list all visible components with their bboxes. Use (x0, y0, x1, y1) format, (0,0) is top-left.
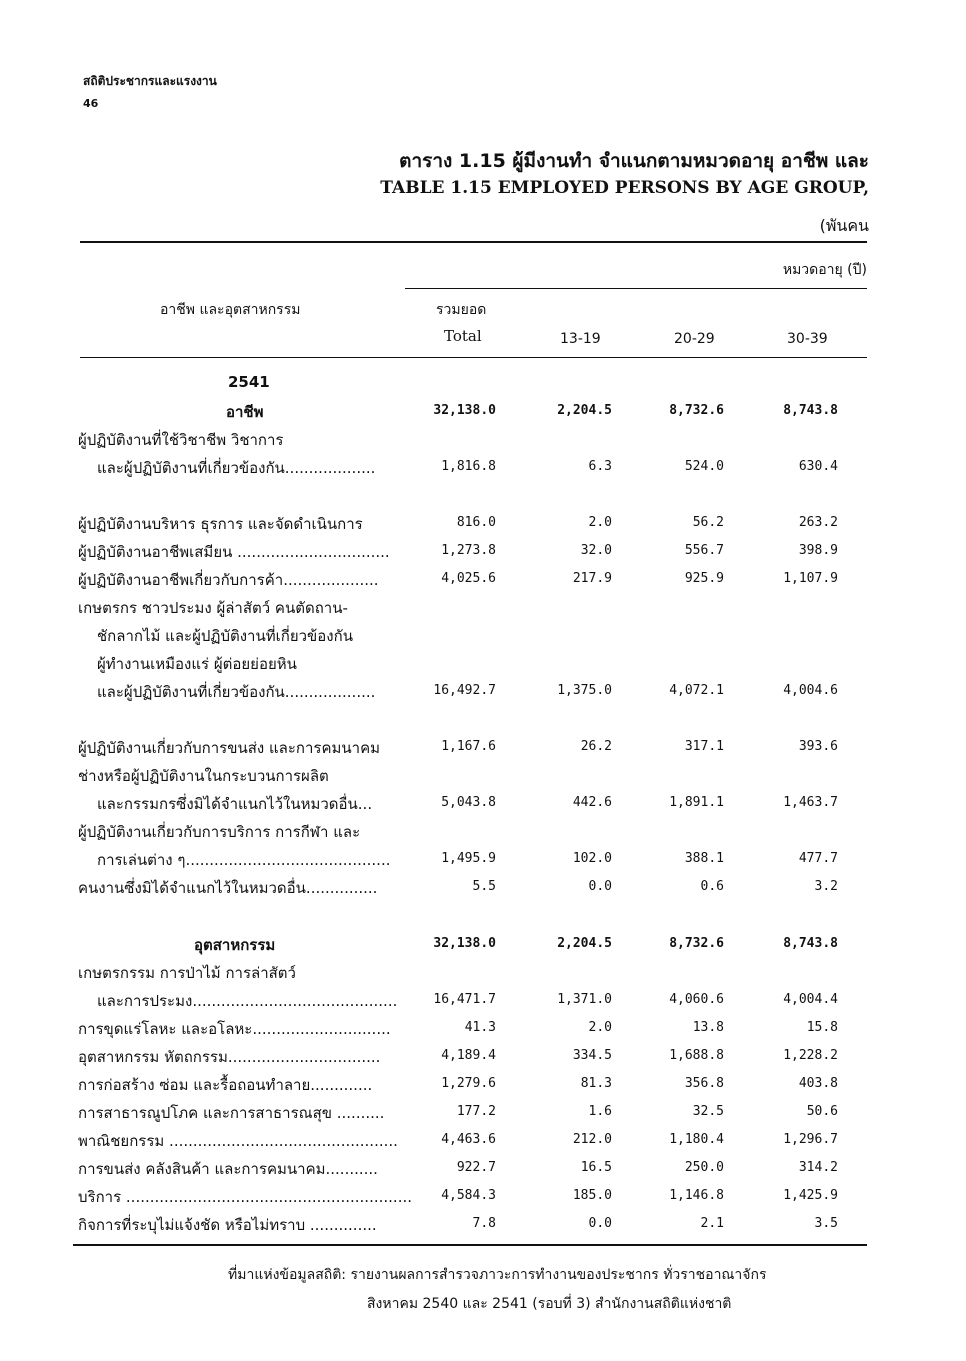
year-label: 2541 (228, 373, 270, 391)
occupation-row-8-col-1: 5.5 (472, 879, 496, 894)
age-13-19-header: 13-19 (560, 331, 601, 347)
occupation-total-col-2: 2,204.5 (557, 403, 612, 418)
age-20-29-header: 20-29 (674, 331, 715, 347)
industry-row-3-col-3: 356.8 (684, 1076, 724, 1091)
occupation-total-col-4: 8,743.8 (783, 403, 838, 418)
industry-row-7-col-4: 1,425.9 (783, 1188, 838, 1203)
occupation-row-4-col-2: 1,375.0 (557, 683, 612, 698)
occupation-row-4-col-4: 4,004.6 (783, 683, 838, 698)
occupation-row-6-col-1: 5,043.8 (441, 795, 496, 810)
occupation-row-6-label-0: ช่างหรือผู้ปฏิบัติงานในกระบวนการผลิต (78, 767, 329, 785)
occupation-row-0-col-3: 524.0 (684, 459, 724, 474)
industry-row-1-col-2: 2.0 (588, 1020, 612, 1035)
industry-row-0-label-0: เกษตรกรรม การป่าไม้ การล่าสัตว์ (78, 964, 296, 982)
age-group-header: หมวดอายุ (ปี) (782, 262, 867, 278)
industry-row-6-col-2: 16.5 (580, 1160, 612, 1175)
industry-row-4-label-0: การสาธารณูปโภค และการสาธารณสุข .......... (78, 1104, 385, 1122)
industry-row-1-col-4: 15.8 (806, 1020, 838, 1035)
industry-row-6-col-1: 922.7 (456, 1160, 496, 1175)
table-title-thai: ตาราง 1.15 ผู้มีงานทำ จำแนกตามหมวดอายุ อาชีพ และ (399, 150, 869, 172)
industry-row-4-col-4: 50.6 (806, 1104, 838, 1119)
industry-row-2-col-4: 1,228.2 (783, 1048, 838, 1063)
total-header-thai: รวมยอด (436, 302, 487, 318)
occupation-row-3-col-1: 4,025.6 (441, 571, 496, 586)
occupation-row-6-label-1: และกรรมกรซึ่งมิได้จำแนกไว้ในหมวดอื่น... (97, 795, 373, 813)
occupation-row-7-label-1: การเล่นต่าง ๆ........................................... (97, 851, 391, 869)
table-unit: (พันคน (819, 216, 869, 235)
occupation-row-8-col-2: 0.0 (588, 879, 612, 894)
industry-row-3-col-2: 81.3 (580, 1076, 612, 1091)
occupation-row-3-label-0: ผู้ปฏิบัติงานอาชีพเกี่ยวกับการค้า.................... (78, 571, 379, 589)
occupation-row-2-col-3: 556.7 (684, 543, 724, 558)
industry-row-4-col-3: 32.5 (692, 1104, 724, 1119)
occupation-row-5-col-1: 1,167.6 (441, 739, 496, 754)
industry-heading: อุตสาหกรรม (194, 936, 276, 954)
industry-row-8-col-4: 3.5 (814, 1216, 838, 1231)
occupation-row-0-col-4: 630.4 (798, 459, 838, 474)
industry-row-4-col-2: 1.6 (588, 1104, 612, 1119)
industry-row-8-col-1: 7.8 (472, 1216, 496, 1231)
industry-total-col-3: 8,732.6 (669, 936, 724, 951)
page-number: 46 (83, 97, 99, 110)
industry-row-5-col-1: 4,463.6 (441, 1132, 496, 1147)
occupation-row-6-col-4: 1,463.7 (783, 795, 838, 810)
occupation-row-7-col-2: 102.0 (572, 851, 612, 866)
occupation-row-8-label-0: คนงานซึ่งมิได้จำแนกไว้ในหมวดอื่น............... (78, 879, 378, 897)
occupation-total-col-1: 32,138.0 (433, 403, 496, 418)
occupation-heading: อาชีพ (226, 403, 264, 421)
occupation-row-1-col-2: 2.0 (588, 515, 612, 530)
occupation-row-1-col-4: 263.2 (798, 515, 838, 530)
occupation-row-8-col-3: 0.6 (700, 879, 724, 894)
occupation-row-0-col-1: 1,816.8 (441, 459, 496, 474)
occupation-row-6-col-3: 1,891.1 (669, 795, 724, 810)
industry-total-col-4: 8,743.8 (783, 936, 838, 951)
industry-row-3-col-4: 403.8 (798, 1076, 838, 1091)
table-top-rule (80, 241, 867, 243)
industry-row-0-col-4: 4,004.4 (783, 992, 838, 1007)
total-header-english: Total (444, 327, 482, 345)
industry-row-8-col-3: 2.1 (700, 1216, 724, 1231)
occupation-row-2-col-2: 32.0 (580, 543, 612, 558)
occupation-row-5-label-0: ผู้ปฏิบัติงานเกี่ยวกับการขนส่ง และการคมนาคม (78, 739, 380, 757)
industry-row-0-col-2: 1,371.0 (557, 992, 612, 1007)
industry-row-2-label-0: อุตสาหกรรม หัตถกรรม................................ (78, 1048, 381, 1066)
row-header: อาชีพ และอุตสาหกรรม (160, 302, 301, 318)
industry-row-7-label-0: บริการ ............................................................ (78, 1188, 412, 1206)
industry-row-1-label-0: การขุดแร่โลหะ และอโลหะ............................. (78, 1020, 391, 1038)
table-title-english: TABLE 1.15 EMPLOYED PERSONS BY AGE GROUP, (380, 178, 869, 198)
industry-row-1-col-1: 41.3 (464, 1020, 496, 1035)
occupation-row-5-col-2: 26.2 (580, 739, 612, 754)
occupation-row-2-label-0: ผู้ปฏิบัติงานอาชีพเสมียน ................................ (78, 543, 390, 561)
industry-row-1-col-3: 13.8 (692, 1020, 724, 1035)
occupation-row-1-col-1: 816.0 (456, 515, 496, 530)
occupation-row-7-col-4: 477.7 (798, 851, 838, 866)
industry-row-7-col-3: 1,146.8 (669, 1188, 724, 1203)
occupation-row-8-col-4: 3.2 (814, 879, 838, 894)
occupation-row-0-label-0: ผู้ปฏิบัติงานที่ใช้วิชาชีพ วิชาการ (78, 431, 284, 449)
industry-row-6-col-4: 314.2 (798, 1160, 838, 1175)
occupation-row-4-col-3: 4,072.1 (669, 683, 724, 698)
industry-row-3-col-1: 1,279.6 (441, 1076, 496, 1091)
occupation-total-col-3: 8,732.6 (669, 403, 724, 418)
industry-row-0-col-1: 16,471.7 (433, 992, 496, 1007)
occupation-row-4-col-1: 16,492.7 (433, 683, 496, 698)
occupation-row-6-col-2: 442.6 (572, 795, 612, 810)
occupation-row-7-label-0: ผู้ปฏิบัติงานเกี่ยวกับการบริการ การกีฬา และ (78, 823, 361, 841)
industry-total-col-1: 32,138.0 (433, 936, 496, 951)
occupation-row-3-col-2: 217.9 (572, 571, 612, 586)
industry-row-6-label-0: การขนส่ง คลังสินค้า และการคมนาคม........... (78, 1160, 378, 1178)
industry-row-8-label-0: กิจการที่ระบุไม่แจ้งชัด หรือไม่ทราบ .............. (78, 1216, 377, 1234)
occupation-row-1-col-3: 56.2 (692, 515, 724, 530)
occupation-row-3-col-3: 925.9 (684, 571, 724, 586)
industry-row-7-col-2: 185.0 (572, 1188, 612, 1203)
industry-row-5-col-3: 1,180.4 (669, 1132, 724, 1147)
occupation-row-1-label-0: ผู้ปฏิบัติงานบริหาร ธุรการ และจัดดำเนินการ (78, 515, 363, 533)
industry-row-2-col-2: 334.5 (572, 1048, 612, 1063)
occupation-row-4-label-0: เกษตรกร ชาวประมง ผู้ล่าสัตว์ คนตัดถาน- (78, 599, 348, 617)
header-bottom-rule (80, 357, 867, 358)
source-line-1: ที่มาแห่งข้อมูลสถิติ: รายงานผลการสำรวจภาวะการทำงานของประชากร ทั่วราชอาณาจักร (228, 1267, 767, 1283)
running-title: สถิติประชากรและแรงงาน (83, 74, 217, 88)
occupation-row-4-label-3: และผู้ปฏิบัติงานที่เกี่ยวข้องกัน................... (97, 683, 376, 701)
industry-row-6-col-3: 250.0 (684, 1160, 724, 1175)
table-bottom-rule (73, 1244, 867, 1246)
occupation-row-7-col-3: 388.1 (684, 851, 724, 866)
industry-row-4-col-1: 177.2 (456, 1104, 496, 1119)
age-group-rule (405, 288, 867, 289)
industry-row-0-col-3: 4,060.6 (669, 992, 724, 1007)
industry-row-5-col-4: 1,296.7 (783, 1132, 838, 1147)
industry-row-2-col-1: 4,189.4 (441, 1048, 496, 1063)
occupation-row-4-label-1: ชักลากไม้ และผู้ปฏิบัติงานที่เกี่ยวข้องกัน (97, 627, 353, 645)
industry-row-5-label-0: พาณิชยกรรม ................................................ (78, 1132, 398, 1150)
occupation-row-4-label-2: ผู้ทำงานเหมืองแร่ ผู้ต่อยย่อยหิน (97, 655, 297, 673)
industry-row-8-col-2: 0.0 (588, 1216, 612, 1231)
industry-row-3-label-0: การก่อสร้าง ซ่อม และรื้อถอนทำลาย............. (78, 1076, 373, 1094)
occupation-row-5-col-4: 393.6 (798, 739, 838, 754)
occupation-row-0-col-2: 6.3 (588, 459, 612, 474)
industry-row-2-col-3: 1,688.8 (669, 1048, 724, 1063)
occupation-row-0-label-1: และผู้ปฏิบัติงานที่เกี่ยวข้องกัน................... (97, 459, 376, 477)
occupation-row-7-col-1: 1,495.9 (441, 851, 496, 866)
industry-total-col-2: 2,204.5 (557, 936, 612, 951)
age-30-39-header: 30-39 (787, 331, 828, 347)
occupation-row-2-col-4: 398.9 (798, 543, 838, 558)
industry-row-0-label-1: และการประมง........................................... (97, 992, 398, 1010)
occupation-row-5-col-3: 317.1 (684, 739, 724, 754)
occupation-row-3-col-4: 1,107.9 (783, 571, 838, 586)
occupation-row-2-col-1: 1,273.8 (441, 543, 496, 558)
industry-row-7-col-1: 4,584.3 (441, 1188, 496, 1203)
source-line-2: สิงหาคม 2540 และ 2541 (รอบที่ 3) สำนักงานสถิติแห่งชาติ (367, 1296, 732, 1312)
industry-row-5-col-2: 212.0 (572, 1132, 612, 1147)
